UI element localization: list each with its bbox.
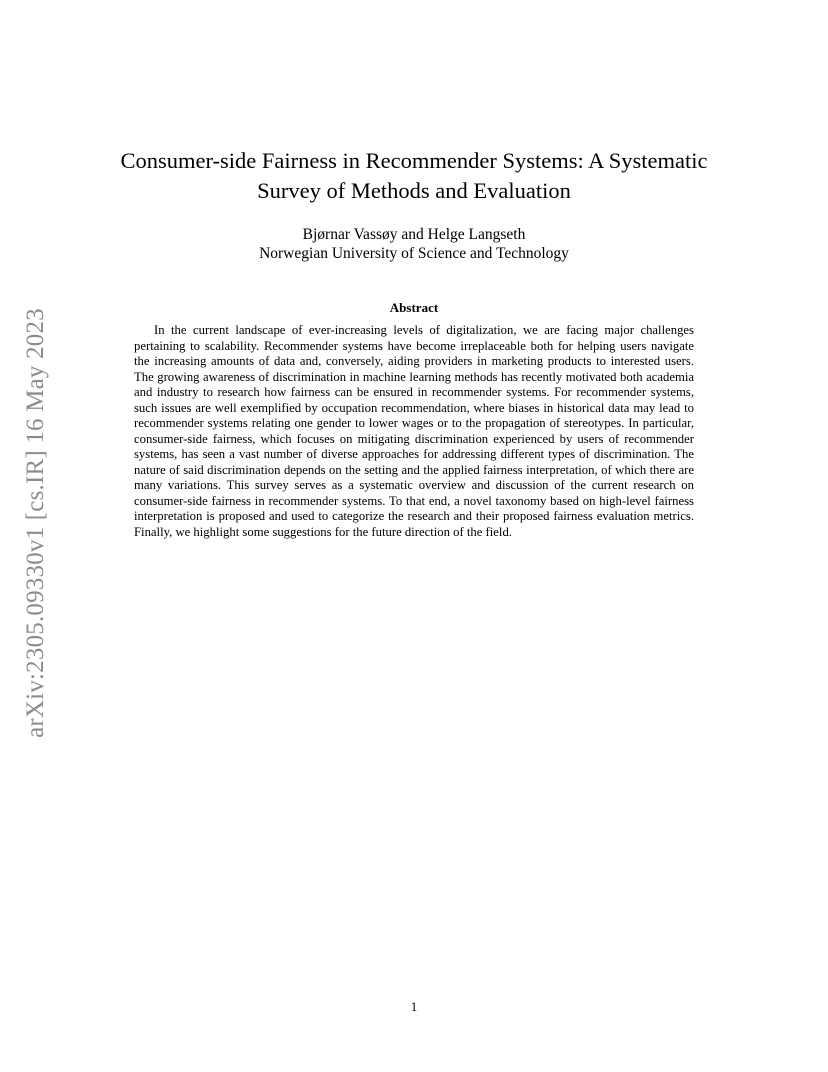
author-affiliation: Norwegian University of Science and Technology bbox=[259, 245, 569, 262]
page-number: 1 bbox=[410, 999, 418, 1014]
abstract-heading: Abstract bbox=[389, 300, 439, 315]
paper-title: Consumer-side Fairness in Recommender Systems: A Systematic Survey of Methods and Evaluation bbox=[120, 148, 708, 203]
abstract-body: In the current landscape of ever-increasing levels of digitalization, we are facing major challenges pertaining to scalability. Recommender systems have become irreplaceable both for helping users navigate the increasing amounts of data and, conversely, aiding providers in marketing products to interested users. The growing awareness of discrimination in machine learning methods has recently motivated both academia and industry to research how fairness can be ensured in recommender systems. For recommender systems, such issues are well exemplified by occupation recommendation, where biases in historical data may lead to recommender systems relating one gender to lower wages or to the propagation of stereotypes. In particular, consumer-side fairness, which focuses on mitigating discrimination experienced by users of recommender systems, has seen a vast number of diverse approaches for addressing different types of discrimination. The nature of said discrimination depends on the setting and the applied fairness interpretation, of which there are many variations. This survey serves as a systematic overview and discussion of the current research on consumer-side fairness in recommender systems. To that end, a novel taxonomy based on high-level fairness interpretation is proposed and used to categorize the research and their proposed fairness evaluation metrics. Finally, we highlight some suggestions for the future direction of the field. bbox=[134, 323, 694, 539]
arxiv-identifier-stamp: arXiv:2305.09330v1 [cs.IR] 16 May 2023 bbox=[22, 308, 49, 738]
paper-authors: Bjørnar Vassøy and Helge Langseth bbox=[302, 226, 526, 243]
